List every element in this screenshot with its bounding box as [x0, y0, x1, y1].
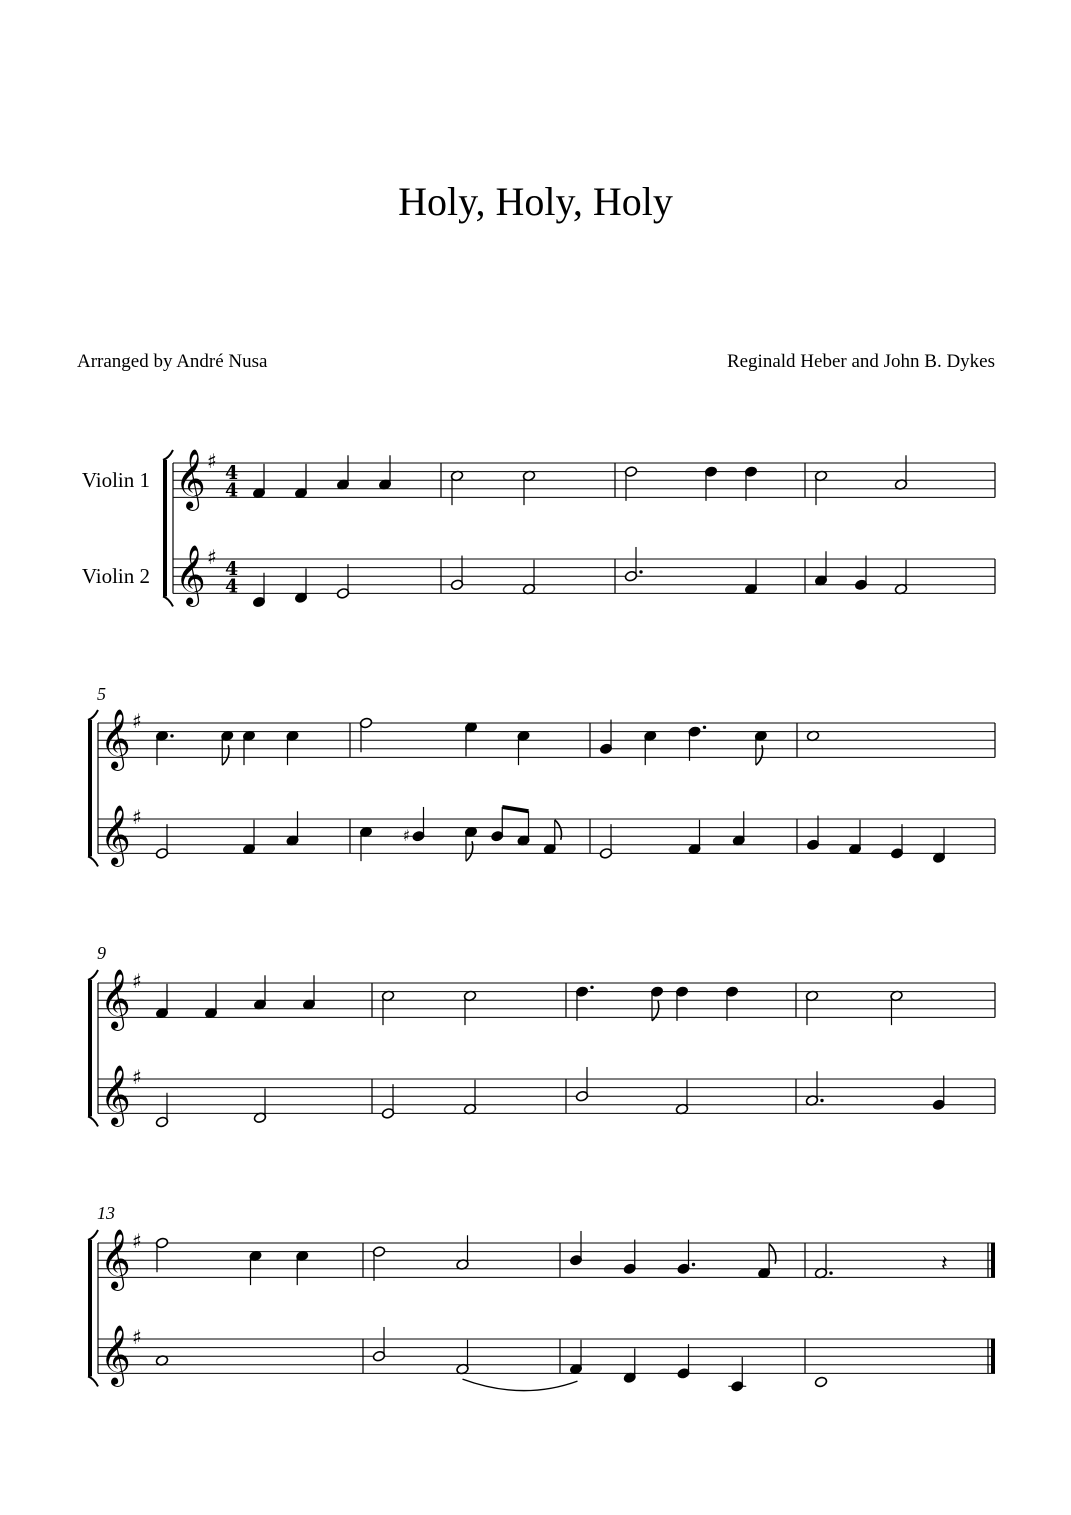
system-bracket [88, 1240, 92, 1376]
final-barline [991, 1339, 995, 1373]
time-signature-bottom: 4 [225, 575, 239, 598]
system-bracket [88, 1230, 98, 1240]
composer-credit: Reginald Heber and John B. Dykes [726, 351, 995, 372]
eighth-flag [769, 1244, 776, 1264]
treble-clef-icon: 𝄞 [100, 804, 131, 865]
measure-number: 9 [97, 943, 106, 963]
sharp-accidental: ♯ [207, 545, 217, 569]
time-signature-top: 4 [225, 558, 239, 581]
treble-clef-icon: 𝄞 [100, 1228, 131, 1289]
dot [639, 570, 642, 573]
page-title: Holy, Holy, Holy [398, 179, 673, 224]
sharp-accidental: ♯ [132, 969, 142, 993]
treble-clef-icon: 𝄞 [100, 968, 131, 1029]
dot [703, 726, 706, 729]
system-bracket [88, 1116, 98, 1126]
measure-number: 5 [97, 684, 106, 704]
note-head [814, 1376, 827, 1388]
treble-clef-icon: 𝄞 [100, 1064, 131, 1125]
eighth-flag [756, 745, 763, 765]
system-bracket [163, 450, 173, 460]
quarter-rest: 𝄽 [941, 1251, 948, 1277]
eighth-flag [555, 820, 562, 840]
eighth-flag [466, 841, 473, 861]
system-bracket [88, 970, 98, 980]
system-bracket [88, 720, 92, 856]
dot [170, 734, 173, 737]
instrument-label-violin-2: Violin 2 [81, 564, 150, 588]
sharp-accidental: ♯ [132, 1325, 142, 1349]
system-bracket [88, 1376, 98, 1386]
dot [692, 1263, 695, 1266]
sharp-accidental: ♯ [132, 1229, 142, 1253]
system-bracket [88, 710, 98, 720]
dot [829, 1271, 832, 1274]
final-barline [991, 1243, 995, 1277]
treble-clef-icon: 𝄞 [100, 1324, 131, 1385]
arranger-credit: Arranged by André Nusa [77, 351, 268, 372]
dot [590, 986, 593, 989]
tie [463, 1379, 578, 1391]
measure-number: 13 [97, 1203, 115, 1223]
time-signature-top: 4 [225, 462, 239, 485]
system-bracket [88, 856, 98, 866]
treble-clef-icon: 𝄞 [175, 448, 206, 509]
eighth-flag [222, 745, 229, 765]
system-bracket [163, 596, 173, 606]
sharp-accidental: ♯ [132, 709, 142, 733]
beam [502, 807, 528, 811]
treble-clef-icon: 𝄞 [175, 544, 206, 605]
sharp-accidental: ♯ [132, 1065, 142, 1089]
instrument-label-violin-1: Violin 1 [81, 468, 150, 492]
system-bracket [88, 980, 92, 1116]
sharp-accidental: ♯ [132, 805, 142, 829]
dot [820, 1099, 823, 1102]
treble-clef-icon: 𝄞 [100, 708, 131, 769]
time-signature-bottom: 4 [225, 479, 239, 502]
sharp-accidental: ♯ [207, 449, 217, 473]
sharp-accidental: ♯ [402, 826, 411, 846]
system-bracket [163, 460, 167, 596]
